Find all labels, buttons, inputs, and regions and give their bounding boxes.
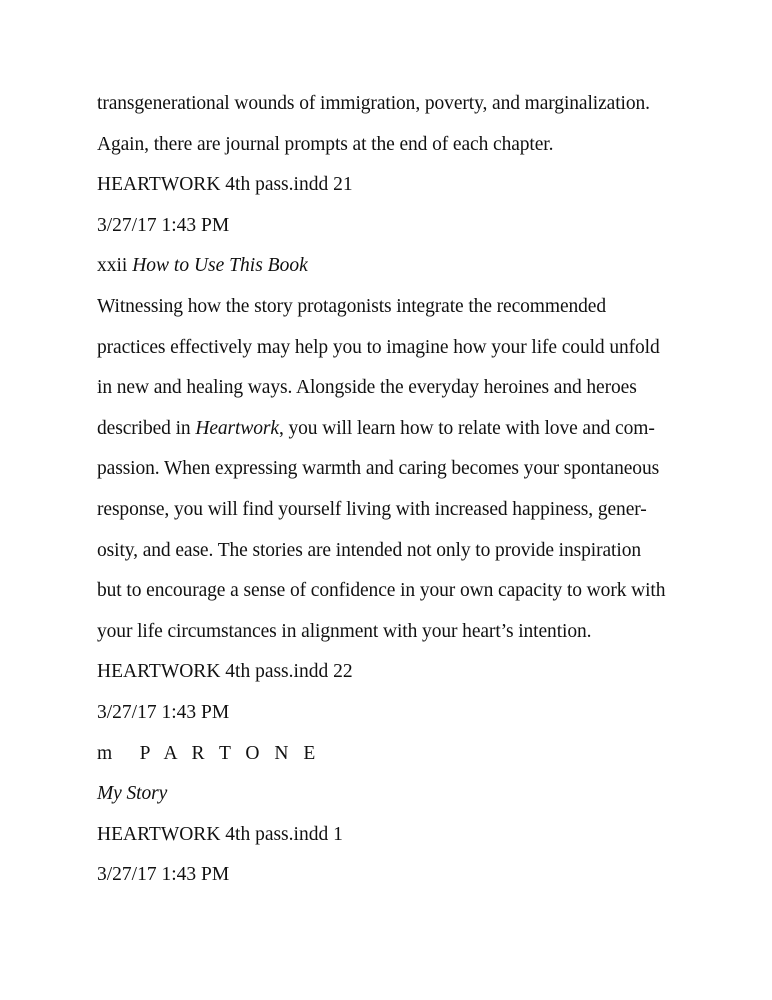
document-page — [97, 84, 737, 896]
text-line-1: transgenerational wounds of immigration, poverty, and marginalization. — [97, 93, 650, 114]
text-line-2: Again, there are journal prompts at the end of each chapter. — [97, 133, 554, 155]
paragraph-line-4-post: , you will learn how to relate with love and com- — [278, 417, 655, 439]
book-title-italic: Heartwork — [195, 417, 279, 439]
paragraph-line-2: practices effectively may help you to imagine how your life could unfold — [97, 336, 660, 358]
paragraph-line-6: response, you will find yourself living with increased happiness, gener- — [97, 498, 647, 520]
paragraph-line-4-pre: described in — [97, 417, 196, 439]
paragraph-line-9: your life circumstances in alignment with your heart’s intention. — [97, 620, 592, 642]
running-header — [97, 246, 737, 287]
slug-file-2: HEARTWORK 4th pass.indd 22 — [97, 661, 353, 683]
paragraph-line-7: osity, and ease. The stories are intended not only to provide inspiration — [97, 539, 641, 561]
slug-timestamp-1: 3/27/17 1:43 PM — [97, 214, 230, 236]
slug-timestamp-2: 3/27/17 1:43 PM — [97, 701, 230, 723]
running-title: How to Use This Book — [132, 255, 308, 277]
slug-timestamp-3: 3/27/17 1:43 PM — [97, 864, 230, 886]
part-heading — [97, 734, 737, 775]
paragraph-line-5: passion. When expressing warmth and caring becomes your spontaneous — [97, 458, 660, 480]
slug-file-1: HEARTWORK 4th pass.indd 21 — [97, 174, 353, 196]
part-subtitle: My Story — [97, 783, 168, 805]
paragraph-line-3: in new and healing ways. Alongside the everyday heroines and heroes — [97, 377, 637, 399]
paragraph-line-4 — [97, 409, 737, 450]
part-label: P A R T O N E — [139, 742, 321, 764]
part-marker: m — [97, 742, 113, 764]
slug-file-3: HEARTWORK 4th pass.indd 1 — [97, 823, 343, 845]
paragraph-line-1: Witnessing how the story protagonists integrate the recommended — [97, 295, 607, 317]
paragraph-line-8: but to encourage a sense of confidence in your own capacity to work with — [97, 580, 666, 602]
page-number: xxii — [97, 255, 128, 277]
